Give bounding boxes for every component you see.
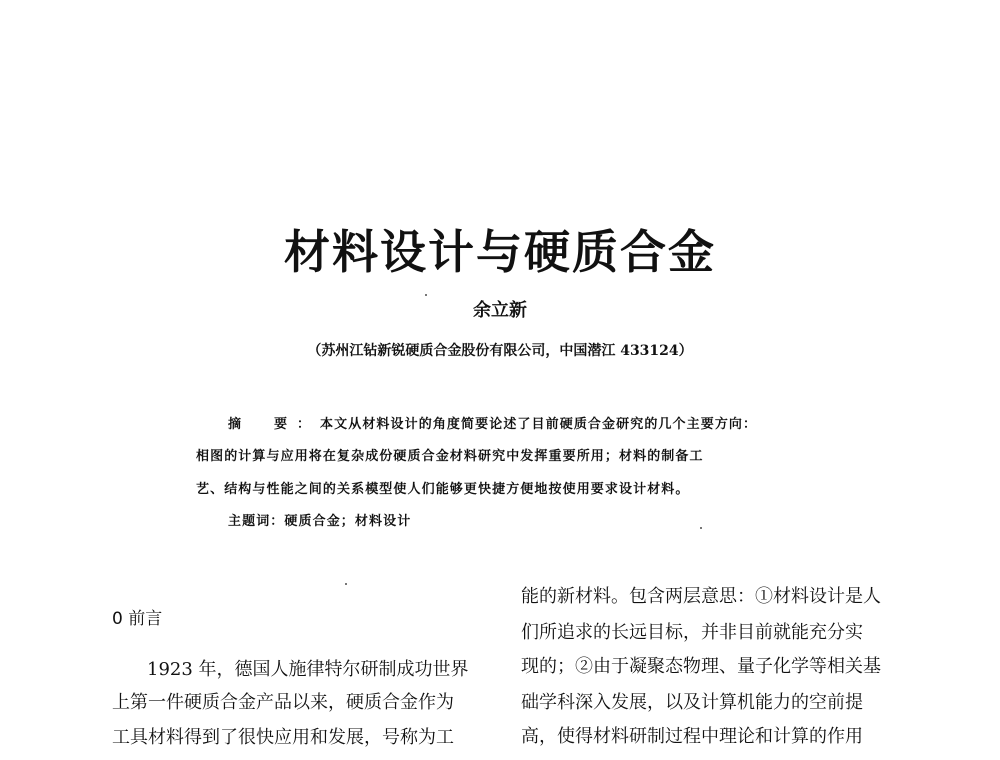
left-column-line-2: 上第一件硬质合金产品以来，硬质合金作为 <box>112 692 454 713</box>
scan-speck <box>345 583 347 585</box>
scan-speck <box>425 294 427 296</box>
abstract-text: 本文从材料设计的角度简要论述了目前硬质合金研究的几个主要方向： <box>320 417 758 432</box>
scan-speck <box>700 527 702 529</box>
author-name: 余立新 <box>473 300 527 321</box>
abstract-line-2: 相图的计算与应用将在复杂成份硬质合金材料研究中发挥重要所用；材料的制备工 <box>196 449 704 464</box>
keywords-line <box>228 511 411 533</box>
keywords-label: 主题词： <box>228 514 285 529</box>
right-column-line-4: 础学科深入发展，以及计算机能力的空前提 <box>521 692 863 713</box>
left-column-line-3: 工具材料得到了很快应用和发展，号称为工 <box>112 727 454 748</box>
abstract-line-3: 艺、结构与性能之间的关系模型使人们能够更快捷方便地按使用要求设计材料。 <box>196 482 690 497</box>
section-heading: 0 前言 <box>112 609 163 629</box>
abstract-label: 摘 要： <box>228 417 321 432</box>
right-column-line-5: 高，使得材料研制过程中理论和计算的作用 <box>521 726 863 747</box>
author-affiliation: （苏州江钻新锐硬质合金股份有限公司，中国潜江 433124） <box>307 343 693 359</box>
keywords-text: 硬质合金；材料设计 <box>284 514 412 529</box>
abstract-line-1 <box>228 414 757 436</box>
right-column-line-2: 们所追求的长远目标，并非目前就能充分实 <box>521 622 863 643</box>
left-column-line-1: 1923 年，德国人施律特尔研制成功世界 <box>147 659 469 680</box>
paper-title: 材料设计与硬质合金 <box>284 225 716 279</box>
right-column-line-1: 能的新材料。包含两层意思：①材料设计是人 <box>521 586 881 607</box>
right-column-line-3: 现的；②由于凝聚态物理、量子化学等相关基 <box>521 656 881 677</box>
